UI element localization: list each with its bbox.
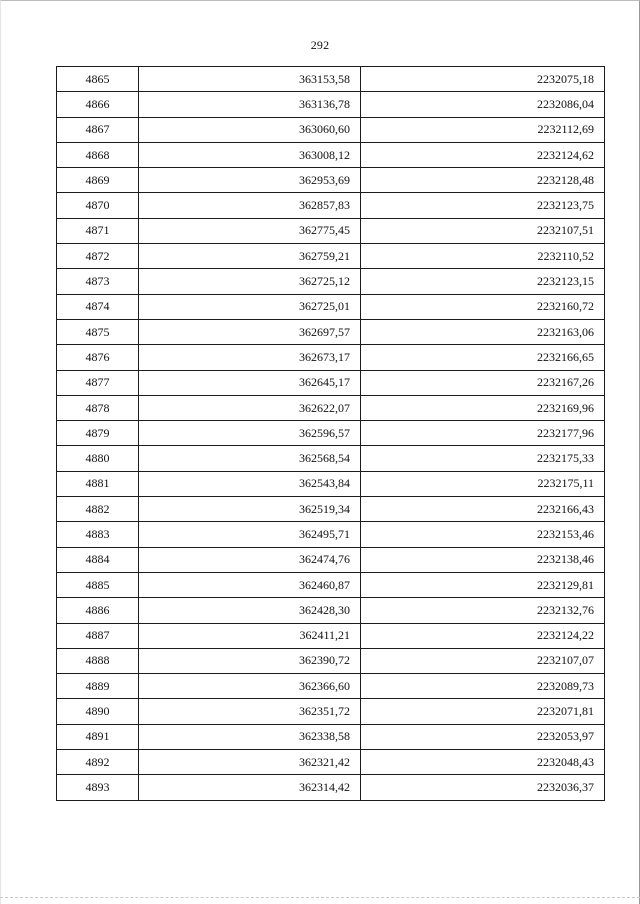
y-coordinate-cell: 2232153,46 [361, 522, 605, 547]
x-coordinate-cell: 362428,30 [139, 598, 361, 623]
table-row [57, 724, 605, 749]
y-coordinate-cell: 2232123,75 [361, 193, 605, 218]
y-coordinate-cell: 2232132,76 [361, 598, 605, 623]
y-coordinate-cell: 2232107,51 [361, 218, 605, 243]
y-coordinate-cell: 2232048,43 [361, 750, 605, 775]
x-coordinate-cell: 363060,60 [139, 117, 361, 142]
y-coordinate-cell: 2232053,97 [361, 724, 605, 749]
point-number-cell: 4886 [57, 598, 139, 623]
table-row [57, 345, 605, 370]
table-row [57, 750, 605, 775]
table-row [57, 572, 605, 597]
point-number-cell: 4867 [57, 117, 139, 142]
y-coordinate-cell: 2232123,15 [361, 269, 605, 294]
y-coordinate-cell: 2232167,26 [361, 370, 605, 395]
table-row [57, 775, 605, 800]
point-number-cell: 4868 [57, 142, 139, 167]
x-coordinate-cell: 362314,42 [139, 775, 361, 800]
x-coordinate-cell: 362366,60 [139, 674, 361, 699]
y-coordinate-cell: 2232166,65 [361, 345, 605, 370]
point-number-cell: 4874 [57, 294, 139, 319]
x-coordinate-cell: 363008,12 [139, 142, 361, 167]
x-coordinate-cell: 362474,76 [139, 547, 361, 572]
point-number-cell: 4891 [57, 724, 139, 749]
table-row [57, 168, 605, 193]
x-coordinate-cell: 362568,54 [139, 446, 361, 471]
point-number-cell: 4892 [57, 750, 139, 775]
y-coordinate-cell: 2232107,07 [361, 648, 605, 673]
x-coordinate-cell: 362321,42 [139, 750, 361, 775]
point-number-cell: 4876 [57, 345, 139, 370]
table-row [57, 598, 605, 623]
table-row [57, 294, 605, 319]
y-coordinate-cell: 2232177,96 [361, 421, 605, 446]
x-coordinate-cell: 362857,83 [139, 193, 361, 218]
point-number-cell: 4873 [57, 269, 139, 294]
table-row [57, 699, 605, 724]
y-coordinate-cell: 2232169,96 [361, 395, 605, 420]
y-coordinate-cell: 2232166,43 [361, 497, 605, 522]
point-number-cell: 4883 [57, 522, 139, 547]
point-number-cell: 4888 [57, 648, 139, 673]
table-row [57, 623, 605, 648]
y-coordinate-cell: 2232086,04 [361, 92, 605, 117]
table-row [57, 269, 605, 294]
table-row [57, 674, 605, 699]
y-coordinate-cell: 2232175,33 [361, 446, 605, 471]
point-number-cell: 4865 [57, 67, 139, 92]
point-number-cell: 4870 [57, 193, 139, 218]
y-coordinate-cell: 2232124,62 [361, 142, 605, 167]
x-coordinate-cell: 363136,78 [139, 92, 361, 117]
x-coordinate-cell: 362351,72 [139, 699, 361, 724]
point-number-cell: 4881 [57, 471, 139, 496]
y-coordinate-cell: 2232089,73 [361, 674, 605, 699]
x-coordinate-cell: 362519,34 [139, 497, 361, 522]
y-coordinate-cell: 2232138,46 [361, 547, 605, 572]
x-coordinate-cell: 362596,57 [139, 421, 361, 446]
x-coordinate-cell: 362543,84 [139, 471, 361, 496]
x-coordinate-cell: 362673,17 [139, 345, 361, 370]
x-coordinate-cell: 362725,01 [139, 294, 361, 319]
x-coordinate-cell: 362338,58 [139, 724, 361, 749]
table-row [57, 117, 605, 142]
page-number: 292 [310, 38, 330, 52]
point-number-cell: 4890 [57, 699, 139, 724]
x-coordinate-cell: 362645,17 [139, 370, 361, 395]
point-number-cell: 4893 [57, 775, 139, 800]
y-coordinate-cell: 2232110,52 [361, 244, 605, 269]
x-coordinate-cell: 362725,12 [139, 269, 361, 294]
table-row [57, 395, 605, 420]
table-row [57, 244, 605, 269]
table-row [57, 370, 605, 395]
y-coordinate-cell: 2232129,81 [361, 572, 605, 597]
point-number-cell: 4880 [57, 446, 139, 471]
table-row [57, 92, 605, 117]
x-coordinate-cell: 362460,87 [139, 572, 361, 597]
x-coordinate-cell: 362622,07 [139, 395, 361, 420]
table-row [57, 471, 605, 496]
point-number-cell: 4884 [57, 547, 139, 572]
y-coordinate-cell: 2232124,22 [361, 623, 605, 648]
table-row [57, 497, 605, 522]
point-number-cell: 4877 [57, 370, 139, 395]
table-row [57, 67, 605, 92]
point-number-cell: 4887 [57, 623, 139, 648]
y-coordinate-cell: 2232112,69 [361, 117, 605, 142]
point-number-cell: 4879 [57, 421, 139, 446]
y-coordinate-cell: 2232175,11 [361, 471, 605, 496]
y-coordinate-cell: 2232071,81 [361, 699, 605, 724]
coordinates-table [56, 66, 605, 801]
point-number-cell: 4866 [57, 92, 139, 117]
point-number-cell: 4885 [57, 572, 139, 597]
coordinates-table-body [57, 67, 605, 801]
x-coordinate-cell: 362411,21 [139, 623, 361, 648]
table-row [57, 648, 605, 673]
table-row [57, 522, 605, 547]
point-number-cell: 4871 [57, 218, 139, 243]
y-coordinate-cell: 2232163,06 [361, 319, 605, 344]
point-number-cell: 4889 [57, 674, 139, 699]
point-number-cell: 4882 [57, 497, 139, 522]
x-coordinate-cell: 362390,72 [139, 648, 361, 673]
table-row [57, 319, 605, 344]
x-coordinate-cell: 362495,71 [139, 522, 361, 547]
y-coordinate-cell: 2232128,48 [361, 168, 605, 193]
x-coordinate-cell: 362759,21 [139, 244, 361, 269]
table-row [57, 446, 605, 471]
table-row [57, 218, 605, 243]
point-number-cell: 4869 [57, 168, 139, 193]
x-coordinate-cell: 362953,69 [139, 168, 361, 193]
x-coordinate-cell: 362775,45 [139, 218, 361, 243]
page-bottom-edge [0, 897, 640, 898]
y-coordinate-cell: 2232075,18 [361, 67, 605, 92]
x-coordinate-cell: 363153,58 [139, 67, 361, 92]
point-number-cell: 4878 [57, 395, 139, 420]
table-row [57, 142, 605, 167]
point-number-cell: 4872 [57, 244, 139, 269]
table-row [57, 547, 605, 572]
table-row [57, 421, 605, 446]
table-row [57, 193, 605, 218]
y-coordinate-cell: 2232036,37 [361, 775, 605, 800]
y-coordinate-cell: 2232160,72 [361, 294, 605, 319]
point-number-cell: 4875 [57, 319, 139, 344]
x-coordinate-cell: 362697,57 [139, 319, 361, 344]
